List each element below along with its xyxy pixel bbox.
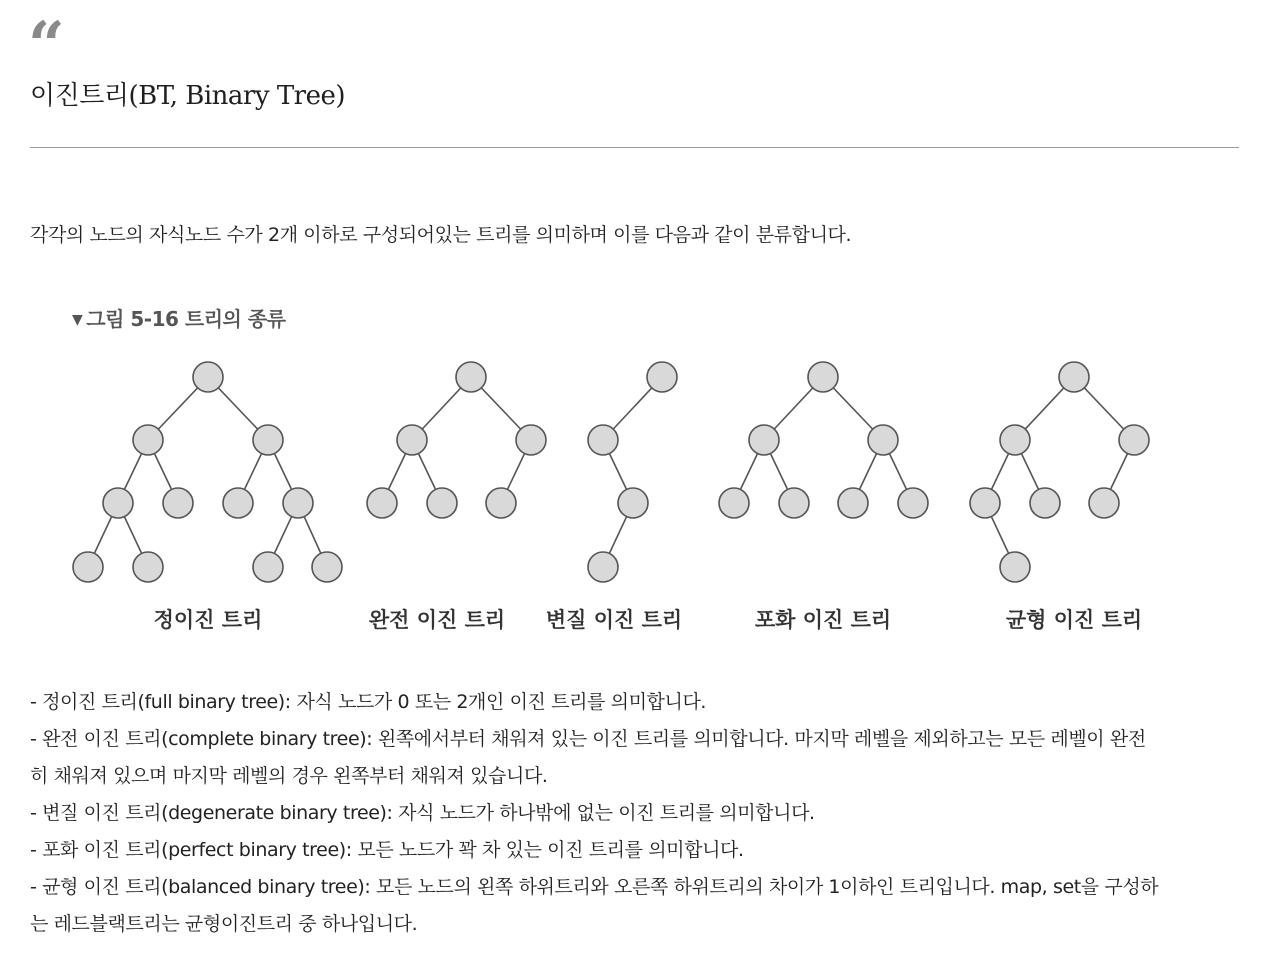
node-perfect-2 — [868, 425, 898, 455]
node-complete-3 — [367, 488, 397, 518]
label-perfect-tree: 포화 이진 트리 — [754, 608, 892, 632]
node-degenerate-3 — [588, 552, 618, 582]
tree-edges — [88, 377, 1134, 567]
node-perfect-6 — [898, 488, 928, 518]
definition-complete: - 완전 이진 트리(complete binary tree): 왼쪽에서부터 채워져 있는 이진 트리를 의미합니다. 마지막 레벨을 제외하고는 모든 레벨이 완전 — [30, 728, 1146, 750]
node-balanced-6 — [1000, 552, 1030, 582]
node-full-4 — [163, 488, 193, 518]
node-balanced-3 — [970, 488, 1000, 518]
node-perfect-1 — [749, 425, 779, 455]
label-full-tree: 정이진 트리 — [153, 608, 263, 632]
node-full-7 — [73, 552, 103, 582]
node-balanced-0 — [1059, 362, 1089, 392]
label-degenerate-tree: 변질 이진 트리 — [545, 608, 683, 632]
quote-icon: “ — [28, 14, 61, 58]
node-degenerate-2 — [618, 488, 648, 518]
node-full-6 — [283, 488, 313, 518]
node-full-0 — [193, 362, 223, 392]
triangle-down-icon: ▼ — [72, 312, 83, 328]
node-balanced-2 — [1119, 425, 1149, 455]
figure-caption-text: 그림 5-16 트리의 종류 — [86, 307, 286, 331]
definition-complete-cont: 히 채워져 있으며 마지막 레벨의 경우 왼쪽부터 채워져 있습니다. — [30, 765, 548, 787]
node-full-2 — [253, 425, 283, 455]
figure-caption — [72, 305, 285, 336]
node-complete-4 — [427, 488, 457, 518]
node-perfect-0 — [808, 362, 838, 392]
node-balanced-5 — [1089, 488, 1119, 518]
label-balanced-tree: 균형 이진 트리 — [1005, 608, 1143, 632]
definition-degenerate: - 변질 이진 트리(degenerate binary tree): 자식 노드가 하나밖에 없는 이진 트리를 의미합니다. — [30, 802, 815, 824]
node-full-5 — [223, 488, 253, 518]
node-perfect-4 — [779, 488, 809, 518]
definition-balanced-cont: 는 레드블랙트리는 균형이진트리 중 하나입니다. — [30, 913, 418, 935]
node-complete-0 — [456, 362, 486, 392]
divider — [30, 147, 1239, 148]
node-full-1 — [133, 425, 163, 455]
label-complete-tree: 완전 이진 트리 — [368, 608, 506, 632]
node-balanced-1 — [1000, 425, 1030, 455]
page-title: 이진트리(BT, Binary Tree) — [30, 81, 346, 111]
node-full-8 — [133, 552, 163, 582]
node-complete-5 — [486, 488, 516, 518]
node-complete-2 — [516, 425, 546, 455]
node-perfect-3 — [719, 488, 749, 518]
node-degenerate-1 — [588, 425, 618, 455]
node-full-9 — [253, 552, 283, 582]
node-complete-1 — [397, 425, 427, 455]
node-balanced-4 — [1030, 488, 1060, 518]
definition-perfect: - 포화 이진 트리(perfect binary tree): 모든 노드가 꽉 차 있는 이진 트리를 의미합니다. — [30, 839, 744, 861]
node-full-10 — [312, 552, 342, 582]
definition-full: - 정이진 트리(full binary tree): 자식 노드가 0 또는 2개인 이진 트리를 의미합니다. — [30, 691, 707, 713]
definition-list — [30, 684, 1245, 943]
node-full-3 — [103, 488, 133, 518]
tree-types-figure — [0, 350, 1280, 650]
node-degenerate-0 — [647, 362, 677, 392]
node-perfect-5 — [838, 488, 868, 518]
definition-balanced: - 균형 이진 트리(balanced binary tree): 모든 노드의 왼쪽 하위트리와 오른쪽 하위트리의 차이가 1이하인 트리입니다. map, set을 구성하 — [30, 876, 1159, 898]
intro-text: 각각의 노드의 자식노드 수가 2개 이하로 구성되어있는 트리를 의미하며 이를 다음과 같이 분류합니다. — [30, 224, 852, 246]
